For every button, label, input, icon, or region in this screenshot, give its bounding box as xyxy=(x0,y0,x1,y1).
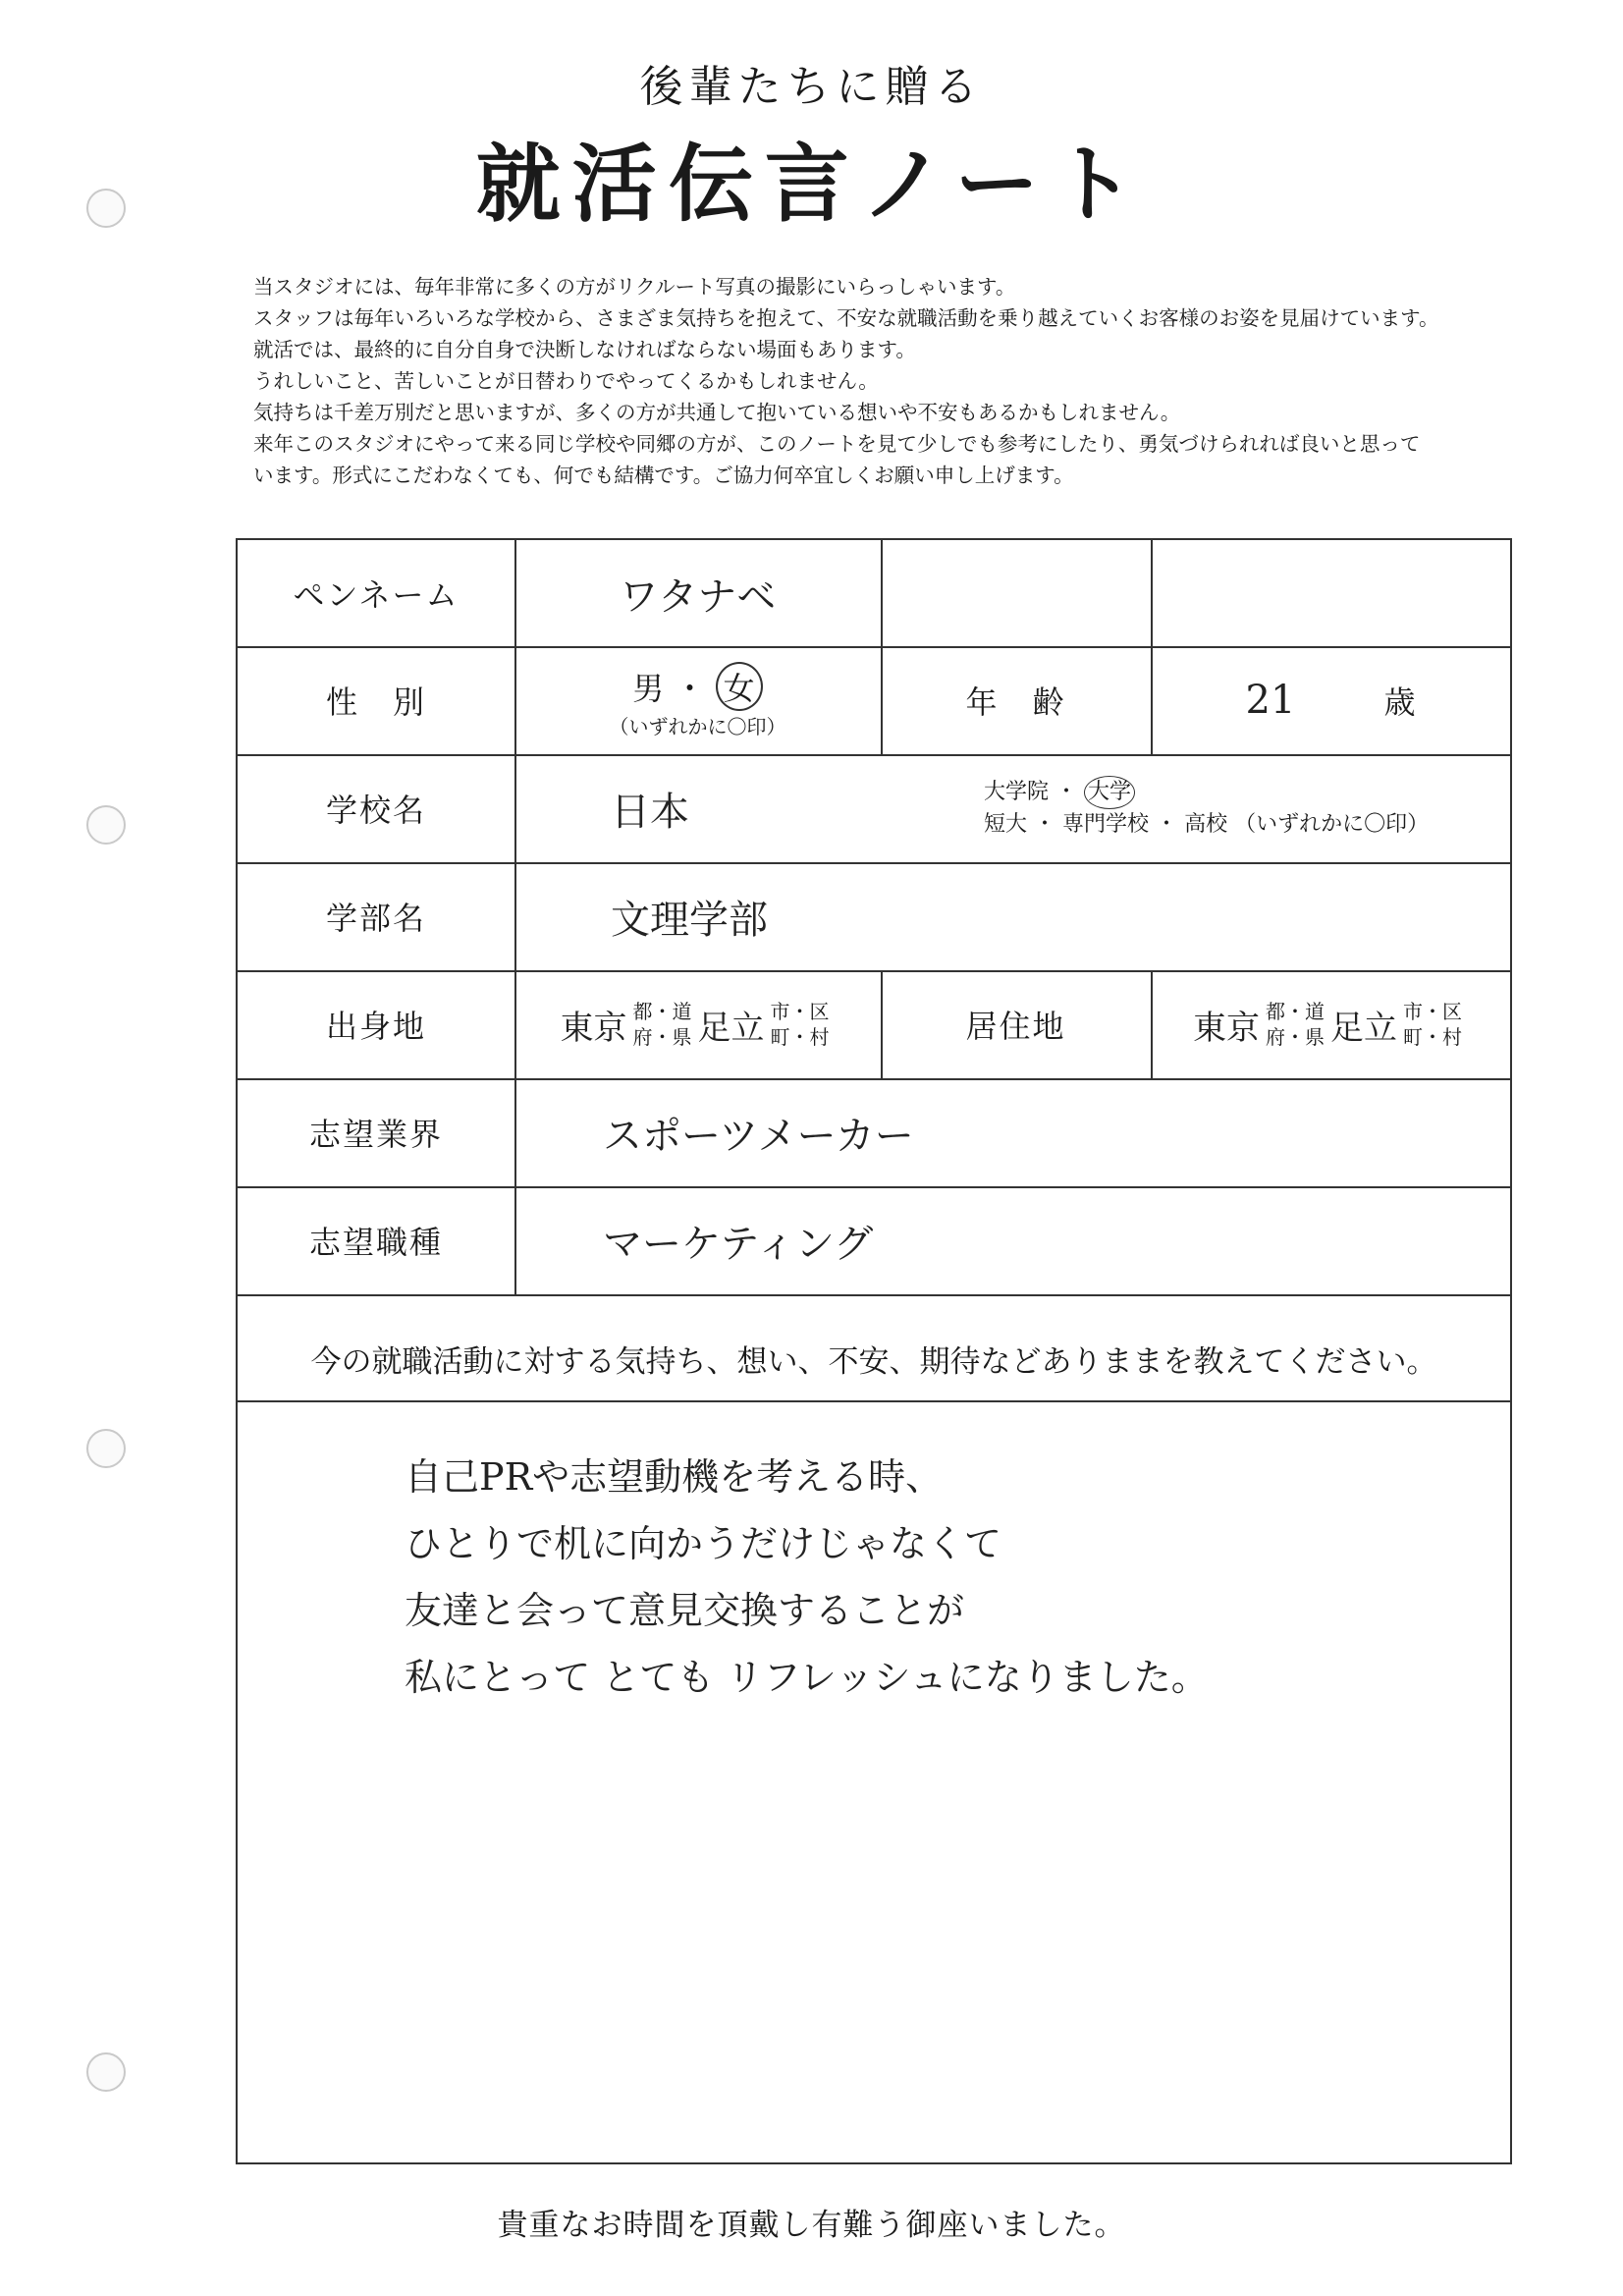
birthplace-field xyxy=(514,970,881,1078)
intro-line: スタッフは毎年いろいろな学校から、さまざま気持ちを抱えて、不安な就職活動を乗り越えていくお客様のお姿を見届けています。 xyxy=(253,306,1439,330)
separator-dot: ・ xyxy=(1055,780,1078,804)
intro-line: うれしいこと、苦しいことが日替わりでやってくるかもしれません。 xyxy=(253,369,879,393)
pen-name-label: ペンネーム xyxy=(293,576,460,614)
school-type-vocational: 専門学校 xyxy=(1062,812,1150,837)
intro-line: 気持ちは千差万別だと思いますが、多くの方が共通して抱いている想いや不安もあるかもしれません。 xyxy=(253,401,1181,424)
page-title: 就活伝言ノート xyxy=(475,136,1148,234)
faculty-value: 文理学部 xyxy=(611,897,768,943)
birthplace-pref-units xyxy=(633,999,692,1050)
school-label: 学校名 xyxy=(325,792,426,829)
feelings-answer xyxy=(405,1444,1435,1711)
school-value: 日本 xyxy=(611,789,689,835)
age-label: 年 齢 xyxy=(965,683,1066,721)
answer-line: 自己PRや志望動機を考える時、 xyxy=(405,1455,944,1499)
intro-line: 来年このスタジオにやって来る同じ学校や同郷の方が、このノートを見て少しでも参考にしたり、勇気づけられれば良いと思って xyxy=(253,432,1421,456)
residence-pref-units xyxy=(1266,999,1325,1050)
separator-dot: ・ xyxy=(1034,812,1056,837)
gender-note: （いずれかに〇印） xyxy=(609,714,786,738)
answer-line: ひとりで机に向かうだけじゃなくて xyxy=(405,1522,1002,1565)
job-type-label: 志望職種 xyxy=(308,1224,443,1261)
binder-hole xyxy=(86,2052,126,2092)
gender-male: 男 xyxy=(632,669,665,707)
pref-units-line: 都・道 xyxy=(632,1000,692,1023)
gender-label: 性 別 xyxy=(325,683,426,721)
gender-female-circled: 女 xyxy=(716,662,763,711)
gender-choice xyxy=(514,646,881,754)
city-units-line: 町・村 xyxy=(770,1025,830,1049)
page-subtitle: 後輩たちに贈る xyxy=(639,62,984,112)
message-form xyxy=(236,538,1512,2164)
answer-line: 私にとって とても リフレッシュになりました。 xyxy=(405,1656,1209,1699)
faculty-label: 学部名 xyxy=(325,900,426,937)
pref-units-line: 府・県 xyxy=(1266,1025,1325,1049)
pen-name-value: ワタナベ xyxy=(619,574,777,620)
birthplace-pref: 東京 xyxy=(560,1008,627,1048)
school-type-note: （いずれかに〇印） xyxy=(1234,812,1430,837)
job-type-value: マーケティング xyxy=(603,1221,874,1267)
birthplace-city-units xyxy=(771,999,830,1050)
thank-you-footer: 貴重なお時間を頂戴し有難う御座いました。 xyxy=(497,2208,1126,2243)
intro-line: 就活では、最終的に自分自身で決断しなければならない場面もあります。 xyxy=(253,338,916,361)
school-type-univ-circled: 大学 xyxy=(1084,776,1135,809)
industry-label: 志望業界 xyxy=(308,1116,443,1153)
residence-pref: 東京 xyxy=(1193,1008,1260,1048)
residence-city-units xyxy=(1403,999,1462,1050)
intro-line: 当スタジオには、毎年非常に多くの方がリクルート写真の撮影にいらっしゃいます。 xyxy=(253,275,1016,299)
intro-text xyxy=(253,271,1589,491)
row-divider xyxy=(238,1400,1510,1402)
city-units-line: 市・区 xyxy=(770,1000,830,1023)
separator-dot: ・ xyxy=(1156,812,1178,837)
pref-units-line: 府・県 xyxy=(632,1025,692,1049)
residence-label: 居住地 xyxy=(965,1008,1066,1045)
row-divider xyxy=(238,1294,1510,1296)
school-type-high: 高校 xyxy=(1184,812,1228,837)
separator-dot: ・ xyxy=(674,669,706,707)
school-type-options xyxy=(984,754,1494,862)
binder-hole xyxy=(86,1429,126,1468)
binder-hole xyxy=(86,805,126,845)
city-units-line: 市・区 xyxy=(1403,1000,1462,1023)
age-value: 21 xyxy=(1245,678,1296,723)
intro-line: います。形式にこだわなくても、何でも結構です。ご協力何卒宜しくお願い申し上げます。 xyxy=(253,464,1074,487)
feelings-prompt: 今の就職活動に対する気持ち、想い、不安、期待などありままを教えてください。 xyxy=(310,1343,1437,1380)
age-field xyxy=(1151,646,1510,754)
industry-value: スポーツメーカー xyxy=(603,1113,914,1159)
pref-units-line: 都・道 xyxy=(1266,1000,1325,1023)
answer-line: 友達と会って意見交換することが xyxy=(405,1589,965,1632)
birthplace-label: 出身地 xyxy=(325,1008,426,1045)
birthplace-city: 足立 xyxy=(697,1008,765,1048)
school-type-junior: 短大 xyxy=(984,812,1028,837)
residence-field xyxy=(1151,970,1510,1078)
age-unit: 歳 xyxy=(1383,683,1416,721)
residence-city: 足立 xyxy=(1330,1008,1397,1048)
city-units-line: 町・村 xyxy=(1403,1025,1462,1049)
school-type-grad: 大学院 xyxy=(984,780,1050,804)
